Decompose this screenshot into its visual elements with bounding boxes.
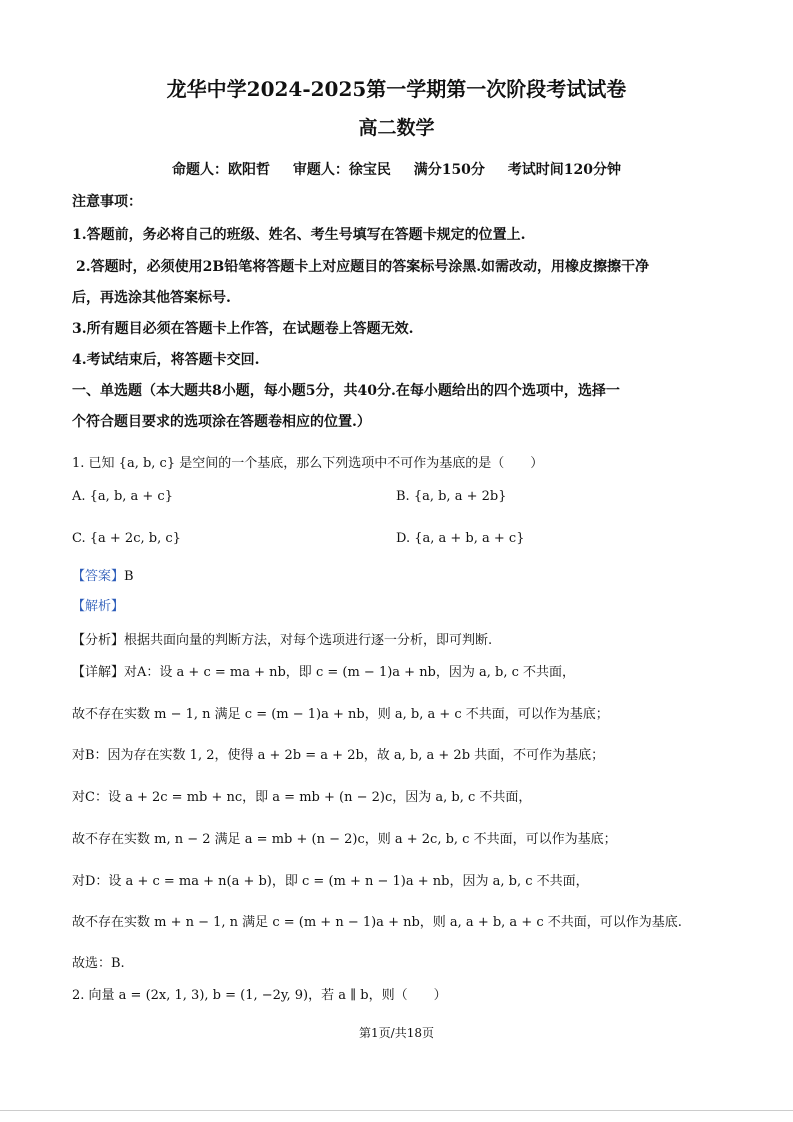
- exam-title: 龙华中学2024-2025第一学期第一次阶段考试试卷: [166, 77, 627, 101]
- meta-reviewer: 审题人：徐宝民: [292, 162, 391, 178]
- section-heading-cont: 个符合题目要求的选项涂在答题卷相应的位置.）: [72, 414, 371, 430]
- answer-value: B: [124, 569, 134, 584]
- q1-option-a: A. {a, b, a + c}: [72, 489, 173, 504]
- q1-detail-3: 对B：因为存在实数 1, 2，使得 a + 2b = a + 2b，故 a, b, a + 2b 共面，不可作为基底；: [72, 748, 605, 763]
- q1-detail-1: [72, 664, 575, 682]
- bottom-divider: [0, 1110, 793, 1111]
- q1-option-c: C. {a + 2c, b, c}: [72, 531, 181, 546]
- exam-subtitle: 高二数学: [358, 117, 435, 139]
- meta-time: 考试时间120分钟: [507, 162, 622, 178]
- notice-heading: 注意事项：: [72, 194, 142, 210]
- answer-tag: 【答案】: [72, 569, 125, 584]
- fenxi-text: 根据共面向量的判断方法，对每个选项进行逐一分析，即可判断.: [124, 633, 493, 648]
- analysis-tag: 【解析】: [72, 599, 125, 614]
- section-heading: 一、单选题（本大题共8小题，每小题5分，共40分.在每小题给出的四个选项中，选择一: [72, 383, 620, 399]
- fenxi-tag: 【分析】: [72, 633, 125, 648]
- exam-meta: [0, 161, 793, 179]
- notice-item-1: 1.答题前，务必将自己的班级、姓名、考生号填写在答题卡规定的位置上.: [72, 227, 526, 243]
- notice-item-4: 4.考试结束后，将答题卡交回.: [72, 352, 260, 368]
- q1-fenxi: [72, 632, 492, 650]
- q1-option-d: D. {a, a + b, a + c}: [396, 531, 525, 546]
- notice-item-3: 3.所有题目必须在答题卡上作答，在试题卷上答题无效.: [72, 321, 414, 337]
- detail-text-1: 对A：设 a + c = ma + nb，即 c = (m − 1)a + nb，因为 a, b, c 不共面，: [124, 665, 576, 680]
- q1-detail-5: 故不存在实数 m, n − 2 满足 a = mb + (n − 2)c，则 a + 2c, b, c 不共面，可以作为基底；: [72, 832, 617, 847]
- q1-conclusion: 故选：B.: [72, 956, 125, 971]
- q1-detail-4: 对C：设 a + 2c = mb + nc，即 a = mb + (n − 2)c，因为 a, b, c 不共面，: [72, 790, 532, 805]
- q1-detail-2: 故不存在实数 m − 1, n 满足 c = (m − 1)a + nb，则 a, b, a + c 不共面，可以作为基底；: [72, 707, 609, 722]
- q1-answer: [72, 568, 134, 586]
- q2-stem: 2. 向量 a = (2x, 1, 3), b = (1, −2y, 9)，若 a ∥ b，则（ ）: [72, 988, 447, 1003]
- detail-tag: 【详解】: [72, 665, 125, 680]
- q1-detail-7: 故不存在实数 m + n − 1, n 满足 c = (m + n − 1)a + nb，则 a, a + b, a + c 不共面，可以作为基底.: [72, 915, 682, 930]
- q1-detail-6: 对D：设 a + c = ma + n(a + b)，即 c = (m + n − 1)a + nb，因为 a, b, c 不共面，: [72, 874, 589, 889]
- page-footer: 第1页/共18页: [359, 1026, 434, 1040]
- notice-item-2: 2.答题时，必须使用2B铅笔将答题卡上对应题目的答案标号涂黑.如需改动，用橡皮擦擦干净: [76, 259, 650, 275]
- q1-option-b: B. {a, b, a + 2b}: [396, 489, 507, 504]
- notice-item-2-cont: 后，再选涂其他答案标号.: [72, 290, 231, 306]
- meta-author: 命题人：欧阳哲: [171, 162, 270, 178]
- q1-stem: 1. 已知 {a, b, c} 是空间的一个基底，那么下列选项中不可作为基底的是（ ）: [72, 456, 544, 471]
- meta-score: 满分150分: [413, 162, 485, 178]
